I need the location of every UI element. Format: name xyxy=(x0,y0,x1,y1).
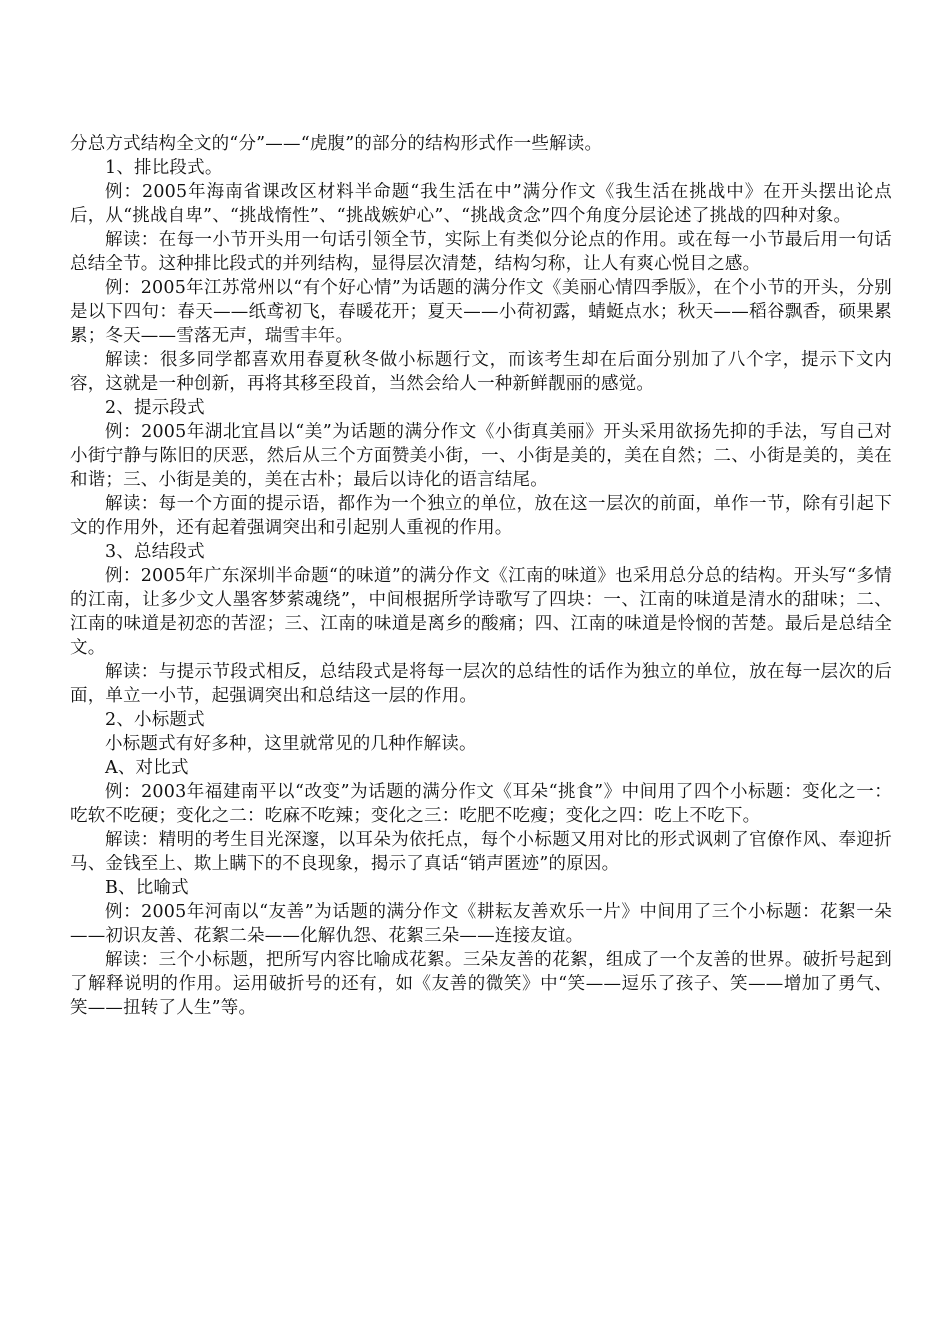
heading-summary-paragraph: 3、总结段式 xyxy=(105,542,205,562)
paragraph-interpretation: 解读：三个小标题，把所写内容比喻成花絮。三朵友善的花絮，组成了一个友善的世界。破折号起到了解释说明的作用。运用破折号的还有，如《友善的微笑》中“笑——逗乐了孩子、笑——增加了勇气、笑——扭转了人生”等。 xyxy=(70,950,892,1018)
paragraph-example: 例：2003年福建南平以“改变”为话题的满分作文《耳朵“挑食”》中间用了四个小标题：变化之一：吃软不吃硬；变化之二：吃麻不吃辣；变化之三：吃肥不吃瘦；变化之四：吃上不吃下。 xyxy=(70,782,892,826)
heading-metaphor-style: B、比喻式 xyxy=(105,878,189,898)
paragraph-interpretation: 解读：在每一小节开头用一句话引领全节，实际上有类似分论点的作用。或在每一小节最后用一句话总结全节。这种排比段式的并列结构，显得层次清楚，结构匀称，让人有爽心悦目之感。 xyxy=(70,230,892,274)
paragraph-example: 例：2005年湖北宜昌以“美”为话题的满分作文《小街真美丽》开头采用欲扬先抑的手法，写自己对小街宁静与陈旧的厌恶，然后从三个方面赞美小街，一、小街是美的，美在自然；二、小街是美的，美在和谐；三、小街是美的，美在古朴；最后以诗化的语言结尾。 xyxy=(70,422,892,490)
paragraph-example: 例：2005年海南省课改区材料半命题“我生活在中”满分作文《我生活在挑战中》在开头摆出论点后，从“挑战自卑”、“挑战惰性”、“挑战嫉妒心”、“挑战贪念”四个角度分层论述了挑战的四种对象。 xyxy=(70,182,892,226)
paragraph-intro: 分总方式结构全文的“分”——“虎腹”的部分的结构形式作一些解读。 xyxy=(70,134,603,154)
document-page xyxy=(70,132,892,1020)
heading-prompt-paragraph: 2、提示段式 xyxy=(105,398,205,418)
heading-parallel-paragraph: 1、排比段式。 xyxy=(105,158,223,178)
heading-contrast-style: A、对比式 xyxy=(105,758,189,778)
paragraph-subtitle-intro: 小标题式有好多种，这里就常见的几种作解读。 xyxy=(105,734,477,754)
heading-subtitle-style: 2、小标题式 xyxy=(105,710,205,730)
paragraph-interpretation: 解读：与提示节段式相反，总结段式是将每一层次的总结性的话作为独立的单位，放在每一层次的后面，单立一小节，起强调突出和总结这一层的作用。 xyxy=(70,662,892,706)
paragraph-example: 例：2005年广东深圳半命题“的味道”的满分作文《江南的味道》也采用总分总的结构。开头写“多情的江南，让多少文人墨客梦萦魂绕”，中间根据所学诗歌写了四块：一、江南的味道是清水的甜味；二、江南的味道是初恋的苦涩；三、江南的味道是离乡的酸痛；四、江南的味道是怜悯的苦楚。最后是总结全文。 xyxy=(70,566,892,658)
paragraph-example: 例：2005年江苏常州以“有个好心情”为话题的满分作文《美丽心情四季版》，在个小节的开头，分别是以下四句：春天——纸鸢初飞，春暖花开；夏天——小荷初露，蜻蜓点水；秋天——稻谷飘香，硕果累累；冬天——雪落无声，瑞雪丰年。 xyxy=(70,278,892,346)
paragraph-interpretation: 解读：每一个方面的提示语，都作为一个独立的单位，放在这一层次的前面，单作一节，除有引起下文的作用外，还有起着强调突出和引起别人重视的作用。 xyxy=(70,494,892,538)
paragraph-example: 例：2005年河南以“友善”为话题的满分作文《耕耘友善欢乐一片》中间用了三个小标题：花絮一朵——初识友善、花絮二朵——化解仇怨、花絮三朵——连接友谊。 xyxy=(70,902,892,946)
paragraph-interpretation: 解读：很多同学都喜欢用春夏秋冬做小标题行文，而该考生却在后面分别加了八个字，提示下文内容，这就是一种创新，再将其移至段首，当然会给人一种新鲜靓丽的感觉。 xyxy=(70,350,892,394)
paragraph-interpretation: 解读：精明的考生目光深邃，以耳朵为依托点，每个小标题又用对比的形式讽刺了官僚作风、奉迎折马、金钱至上、欺上瞒下的不良现象，揭示了真话“销声匿迹”的原因。 xyxy=(70,830,892,874)
